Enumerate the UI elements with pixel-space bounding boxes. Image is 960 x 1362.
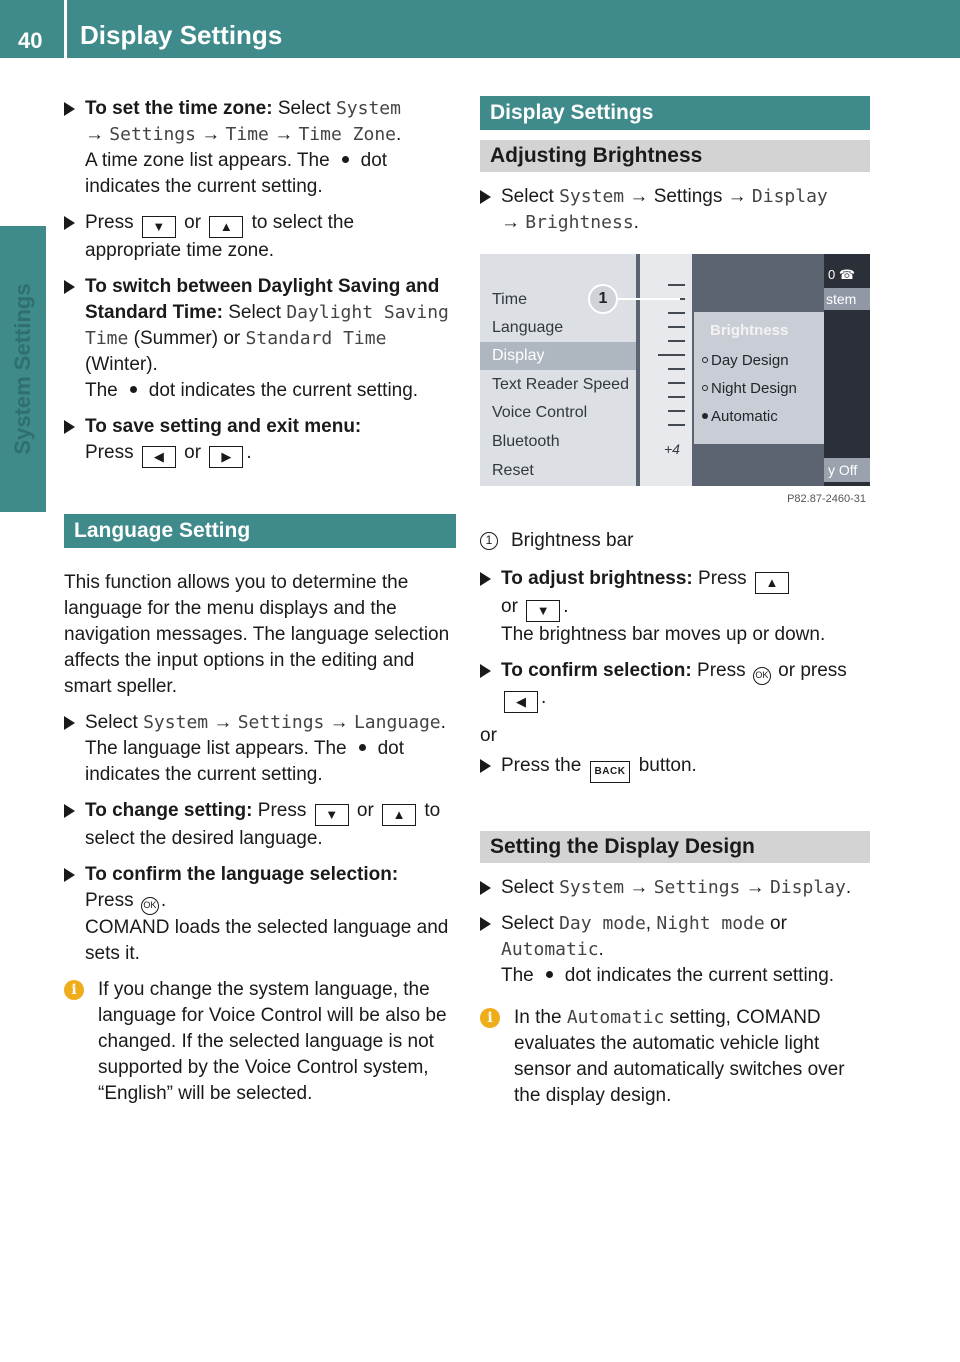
step-text: Press (257, 800, 307, 821)
step-text: appropriate time zone. (85, 240, 275, 261)
menu-path-language: Language (353, 712, 441, 733)
scale-tick (668, 382, 685, 384)
menu-path-system: System (335, 98, 401, 119)
section-display-settings: Display Settings (480, 96, 870, 130)
step-text: or (770, 913, 787, 934)
info-note-automatic (480, 1005, 870, 1109)
step-text: Select (228, 302, 282, 323)
step-text: (Summer) or (133, 328, 241, 349)
brightness-screenshot (480, 254, 870, 512)
info-text: If you change the system language, the language for Voice Control will be also be changed. If the selected language is not supported by the Voice Control system, “English” will be selected. (98, 979, 447, 1104)
step-text: A time zone list appears. The (85, 150, 330, 171)
left-key-icon: ◀ (142, 446, 176, 468)
info-note (64, 977, 456, 1107)
step-text: dot (360, 150, 388, 171)
step-arrow-icon (64, 216, 75, 230)
arrow-glyph: → (213, 712, 233, 733)
step-arrow-icon (64, 102, 75, 116)
step-text: or (184, 442, 202, 463)
menu-path-settings: Settings (653, 186, 723, 207)
scale-tick (658, 354, 685, 356)
page-title: Display Settings (80, 20, 283, 50)
menu-path-display: Display (769, 877, 846, 898)
step-text: to select the (251, 212, 355, 233)
radio-empty-icon (702, 357, 708, 363)
section-language-setting: Language Setting (64, 514, 456, 548)
step-heading: To confirm the language selection: (85, 864, 399, 885)
step-select-language: Select System → Settings → Language. The language list appears. The dot indicates the current setting. (64, 710, 456, 788)
step-adjust-brightness: To adjust brightness: Press ▲ or ▼ . The brightness bar moves up or down. (480, 566, 870, 648)
step-text: Select (501, 877, 554, 898)
step-text: dot indicates the current setting. (148, 380, 419, 401)
step-change-setting (64, 798, 456, 852)
scale-tick (668, 284, 685, 286)
step-arrow-icon (480, 881, 491, 895)
arrow-glyph: → (629, 877, 649, 898)
info-text: In the (514, 1007, 562, 1028)
left-column (64, 96, 456, 1117)
step-heading: To switch between Daylight Saving and (85, 276, 440, 297)
down-key-icon: ▼ (315, 804, 349, 826)
callout-line (618, 298, 680, 300)
info-text: setting, COMAND evaluates the automatic vehicle light sensor and automatically switches over the display design. (514, 1007, 845, 1106)
step-text: The (501, 965, 534, 986)
step-text: dot (377, 738, 405, 759)
scale-tick (668, 368, 685, 370)
step-text: Press the (501, 755, 582, 776)
screen-background (480, 254, 870, 486)
step-text: Select (501, 913, 554, 934)
step-heading: Standard Time: (85, 302, 223, 323)
info-icon: i (480, 1008, 500, 1028)
arrow-glyph: → (501, 212, 520, 233)
figure-caption (480, 528, 870, 554)
step-text: Press (85, 212, 134, 233)
menu-option-daylight-saving: Daylight Saving (286, 302, 449, 323)
step-text: Press (698, 568, 747, 589)
arrow-glyph: → (274, 124, 294, 145)
step-text: indicates the current setting. (85, 764, 323, 785)
menu-path-settings: Settings (237, 712, 325, 733)
option-label: Automatic (711, 408, 778, 425)
menu-path-settings: Settings (109, 124, 196, 145)
step-text: or (501, 596, 518, 617)
step-text: Select (85, 712, 138, 733)
callout-number: 1 (588, 284, 618, 314)
bullet-dot-icon (546, 971, 553, 978)
menu-option-automatic: Automatic (501, 939, 599, 960)
step-select-brightness: Select System → Settings → Display → Brightness. (480, 184, 870, 236)
step-text: The brightness bar moves up or down. (501, 624, 826, 645)
header-bar (0, 0, 960, 58)
step-select-mode: Select Day mode, Night mode or Automatic. The dot indicates the current setting. (480, 911, 870, 989)
right-key-icon: ▶ (209, 446, 243, 468)
brightness-scale (640, 254, 692, 486)
screen-menu-item: Language (492, 319, 564, 336)
menu-path-system: System (559, 877, 625, 898)
bullet-dot-icon (359, 744, 366, 751)
step-arrow-icon (480, 759, 491, 773)
step-text: Select (501, 186, 554, 207)
up-key-icon: ▲ (755, 572, 789, 594)
down-key-icon: ▼ (526, 600, 560, 622)
step-text: Press (85, 442, 134, 463)
or-text: or (480, 725, 497, 746)
radio-filled-icon (702, 413, 708, 419)
screen-right-bottom: y Off (824, 458, 870, 482)
bullet-dot-icon (342, 156, 349, 163)
left-key-icon: ◀ (504, 691, 538, 713)
step-text: or press (778, 660, 847, 681)
bullet-dot-icon (130, 386, 137, 393)
menu-option-standard-time: Standard Time (245, 328, 387, 349)
submenu-option (702, 348, 789, 374)
screen-menu-item: Voice Control (492, 404, 588, 421)
step-text: The language list appears. The (85, 738, 347, 759)
step-back (480, 753, 870, 783)
step-heading: To save setting and exit menu: (85, 416, 362, 437)
menu-path-system: System (143, 712, 209, 733)
arrow-glyph: → (727, 186, 747, 207)
screen-submenu (694, 312, 824, 444)
step-text: Press (697, 660, 746, 681)
step-arrow-icon (480, 917, 491, 931)
submenu-option (702, 404, 778, 430)
step-text: indicates the current setting. (85, 176, 323, 197)
option-label: Night Design (711, 380, 797, 397)
ok-key-icon: OK (141, 897, 159, 915)
menu-option-time: Time (85, 328, 129, 349)
arrow-glyph: → (201, 124, 221, 145)
info-icon: i (64, 980, 84, 1000)
menu-path-display: Display (751, 186, 828, 207)
arrow-glyph: → (85, 124, 104, 145)
step-heading: To confirm selection: (501, 660, 692, 681)
header-divider (64, 0, 67, 58)
step-text: The (85, 380, 118, 401)
step-text: button. (638, 755, 697, 776)
submenu-title: Brightness (710, 322, 789, 339)
menu-path-time-zone: Time Zone (298, 124, 397, 145)
menu-option-night-mode: Night mode (656, 913, 765, 934)
step-select-display: Select System → Settings → Display. (480, 875, 870, 901)
page-number: 40 (18, 28, 43, 53)
step-arrow-icon (64, 868, 75, 882)
step-text: Press (85, 890, 134, 911)
language-intro: This function allows you to determine the language for the menu displays and the navigation messages. The language selection affects the input options in the editing and smart speller. (64, 572, 450, 697)
step-text: select the desired language. (85, 828, 323, 849)
step-heading: To set the time zone: (85, 98, 273, 119)
scale-tick (668, 410, 685, 412)
screen-right-tab: stem (824, 288, 870, 310)
step-dst (64, 274, 456, 404)
step-arrow-icon (480, 190, 491, 204)
menu-option-automatic: Automatic (566, 1007, 665, 1028)
step-arrow-icon (64, 280, 75, 294)
scale-tick (668, 312, 685, 314)
screen-menu-item: Reset (492, 462, 534, 479)
screen-menu-item: Time (492, 291, 527, 308)
up-key-icon: ▲ (209, 216, 243, 238)
screen-menu-item: Bluetooth (492, 433, 560, 450)
step-text: COMAND loads the selected language and sets it. (85, 917, 449, 964)
arrow-glyph: → (629, 186, 649, 207)
step-arrow-icon (480, 664, 491, 678)
side-label: System Settings (10, 283, 35, 455)
figure-code: P82.87-2460-31 (787, 493, 866, 505)
scale-tick (668, 396, 685, 398)
step-text: (Winter). (85, 354, 158, 375)
step-arrow-icon (64, 420, 75, 434)
radio-empty-icon (702, 385, 708, 391)
step-time-zone: To set the time zone: Select System → Settings → Time → Time Zone. A time zone list appears. The dot indicates the current setting. (64, 96, 456, 200)
screen-menu-item: Text Reader Speed (492, 376, 629, 393)
step-text: or (356, 800, 374, 821)
menu-path-settings: Settings (653, 877, 741, 898)
caption-number: 1 (480, 532, 498, 550)
menu-option-day-mode: Day mode (559, 913, 646, 934)
screen-menu-item: Display (492, 347, 545, 364)
right-column (480, 96, 870, 1119)
back-key-icon: BACK (590, 761, 631, 783)
step-confirm-language: To confirm the language selection: Press OK . COMAND loads the selected language and sets it. (64, 862, 456, 967)
down-key-icon: ▼ (142, 216, 176, 238)
subsection-display-design: Setting the Display Design (480, 831, 870, 863)
menu-path-system: System (559, 186, 625, 207)
step-text: to (424, 800, 441, 821)
submenu-option (702, 376, 797, 402)
step-confirm-selection: To confirm selection: Press OK or press ◀ . (480, 658, 870, 713)
arrow-glyph: → (745, 877, 765, 898)
menu-path-brightness: Brightness (525, 212, 634, 233)
step-arrow-icon (64, 804, 75, 818)
brightness-value: +4 (664, 441, 680, 457)
scale-tick (668, 340, 685, 342)
subsection-adjusting-brightness: Adjusting Brightness (480, 140, 870, 172)
scale-tick (668, 326, 685, 328)
step-arrow-icon (64, 716, 75, 730)
step-text: or (184, 212, 202, 233)
phone-icon: 0 ☎ (828, 267, 856, 282)
up-key-icon: ▲ (382, 804, 416, 826)
step-text: Select (277, 98, 331, 119)
step-arrow-icon (480, 572, 491, 586)
screen-right-panel (824, 254, 870, 486)
step-press-time-zone (64, 210, 456, 264)
step-heading: To adjust brightness: (501, 568, 693, 589)
option-label: Day Design (711, 352, 789, 369)
ok-key-icon: OK (753, 667, 771, 685)
menu-path-time: Time (225, 124, 269, 145)
arrow-glyph: → (329, 712, 349, 733)
caption-text: Brightness bar (511, 530, 634, 551)
step-save: To save setting and exit menu: Press ◀ or ▶ . (64, 414, 456, 468)
step-heading: To change setting: (85, 800, 253, 821)
scale-tick (668, 424, 685, 426)
step-text: dot indicates the current setting. (564, 965, 835, 986)
